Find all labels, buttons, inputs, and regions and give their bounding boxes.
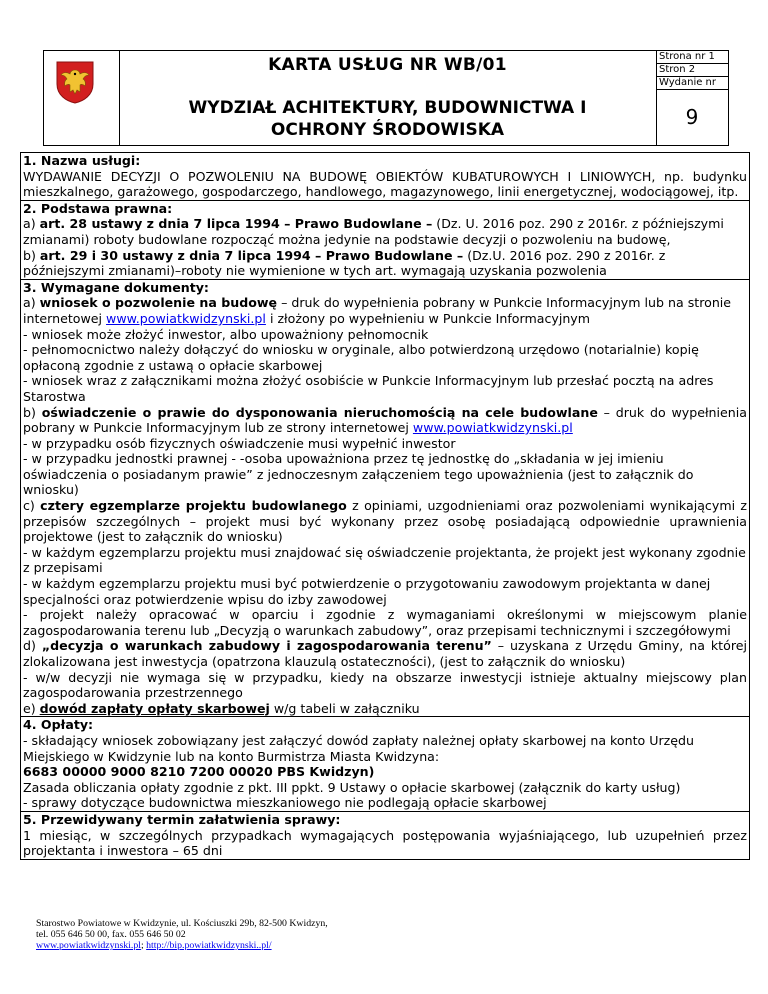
document-b: b) oświadczenie o prawie do dysponowania nieruchomością na cele budowlane – druk do wypełnienia pobrany w Punkcie Informacyjnym lub ze strony internetowej www.powiatkwidzynski.pl	[23, 404, 747, 436]
section-heading: 1. Nazwa usługi:	[23, 153, 141, 168]
footer-address: Starostwo Powiatowe w Kwidzynie, ul. Kościuszki 29b, 82-500 Kwidzyn,	[36, 918, 328, 929]
list-item: - w/w decyzji nie wymaga się w przypadku, kiedy na obszarze inwestycji istnieje aktualny miejscowy plan zagospodarowania przestrzennego	[23, 669, 747, 701]
section-legal-basis	[21, 201, 749, 280]
website-link[interactable]: www.powiatkwidzynski.pl	[36, 940, 141, 951]
list-item: - pełnomocnictwo należy dołączyć do wniosku w oryginale, albo potwierdzoną urzędowo (notarialnie) kopię opłaconą zgodnie z ustawą o opłacie skarbowej	[23, 342, 699, 373]
document-a: a) wniosek o pozwolenie na budowę – druk do wypełnienia pobrany w Punkcie Informacyjnym lub na stronie internetowej www.powiatkwidzynski.pl i złożony po wypełnieniu w Punkcie Informacyjnym	[23, 295, 732, 326]
bip-link[interactable]: http://bip.powiatkwidzynski..pl/	[146, 940, 272, 951]
fees-line: Zasada obliczania opłaty zgodnie z pkt. III ppkt. 9 Ustawy o opłacie skarbowej (załącznik do karty usług)	[23, 779, 681, 795]
bank-account: 6683 00000 9000 8210 7200 00020 PBS Kwidzyn)	[23, 764, 375, 780]
section-fees	[21, 717, 749, 812]
section-service-name	[21, 153, 749, 201]
header-title-cell	[119, 51, 657, 145]
legal-basis-a: a) art. 28 ustawy z dnia 7 lipca 1994 – Prawo Budowlane – (Dz. U. 2016 poz. 290 z 2016r. z późniejszymi zmianami) roboty budowlane rozpocząć można jedynie na podstawie decyzji o pozwoleniu na budowę,	[23, 216, 724, 247]
document-e: e) dowód zapłaty opłaty skarbowej w/g tabeli w załączniku	[23, 700, 420, 716]
fees-line: - sprawy dotyczące budownictwa mieszkaniowego nie podlegają opłacie skarbowej	[23, 795, 547, 811]
section-heading: 4. Opłaty:	[23, 717, 94, 733]
document-d: d) „decyzja o warunkach zabudowy i zagospodarowania terenu” – uzyskana z Urzędu Gminy, na której zlokalizowana jest inwestycja (opatrzona klauzulą ostateczności), (jest to załącznik do wniosku)	[23, 638, 747, 669]
list-item: - w każdym egzemplarzu projektu musi znajdować się oświadczenie projektanta, że projekt jest wykonany zgodnie z przepisami	[23, 544, 746, 576]
header-table	[43, 50, 729, 146]
section-deadline	[21, 812, 749, 859]
coat-of-arms-icon	[55, 60, 95, 104]
section-heading: 2. Podstawa prawna:	[23, 200, 173, 216]
service-name-text: WYDAWANIE DECYZJI O POZWOLENIU NA BUDOWĘ OBIEKTÓW KUBATUROWYCH I LINIOWYCH, np. budynku mieszkalnego, garażowego, gospodarczego, handlowego, magazynowego, linii energetycznej, wodociągowej, itp.	[23, 168, 747, 200]
list-item: - wniosek może złożyć inwestor, albo upoważniony pełnomocnik	[23, 326, 429, 342]
section-heading: 3. Wymagane dokumenty:	[23, 279, 209, 295]
list-item: - wniosek wraz z załącznikami można złożyć osobiście w Punkcie Informacyjnym lub przesłać pocztą na adres Starostwa	[23, 373, 714, 404]
legal-basis-b: b) art. 29 i 30 ustawy z dnia 7 lipca 1994 – Prawo Budowlane – (Dz.U. 2016 poz. 290 z 2016r. z późniejszymi zmianami)–roboty nie wymienione w tych art. wymagają uzyskania pozwolenia	[23, 247, 666, 279]
card-title: KARTA USŁUG NR WB/01	[268, 55, 507, 75]
service-card-content	[20, 152, 750, 860]
header-meta-cell	[656, 51, 728, 145]
footer-phone: tel. 055 646 50 00, fax. 055 646 50 02	[36, 929, 186, 940]
edition-number: 9	[656, 89, 728, 145]
fees-line: - składający wniosek zobowiązany jest załączyć dowód zapłaty należnej opłaty skarbowej na konto Urzędu Miejskiego w Kwidzynie lub na konto Burmistrza Miasta Kwidzyna:	[23, 732, 694, 764]
website-link[interactable]: www.powiatkwidzynski.pl	[412, 420, 573, 436]
department-title: WYDZIAŁ ACHITEKTURY, BUDOWNICTWA I OCHRONY ŚRODOWISKA	[188, 98, 587, 140]
document-c: c) cztery egzemplarze projektu budowlanego z opiniami, uzgodnieniami oraz pozwoleniami wynikającymi z przepisów szczególnych – projekt musi być wykonany przez osobę posiadającą odpowiednie uprawnienia projektowe (jest to załącznik do wniosku)	[23, 498, 748, 545]
list-item: - projekt należy opracować w oparciu i zgodnie z wymaganiami określonymi w miejscowym planie zagospodarowania terenu lub „Decyzją o warunkach zabudowy”, oraz przepisami technicznymi i szczegółowymi	[23, 607, 747, 638]
section-heading: 5. Przewidywany termin załatwienia sprawy:	[23, 811, 341, 827]
footer	[36, 918, 328, 951]
website-link[interactable]: www.powiatkwidzynski.pl	[106, 310, 266, 326]
page-number: Strona nr 1	[656, 51, 728, 64]
footer-links: www.powiatkwidzynski.pl; http://bip.powiatkwidzynski..pl/	[36, 940, 272, 951]
logo-cell	[44, 51, 120, 145]
deadline-text: 1 miesiąc, w szczególnych przypadkach wymagających postępowania wyjaśniającego, lub uzupełnień przez projektanta i inwestora – 65 dni	[23, 827, 747, 859]
list-item: - w przypadku osób fizycznych oświadczenie musi wypełnić inwestor	[23, 435, 456, 451]
section-required-documents	[21, 280, 749, 718]
list-item: - w przypadku jednostki prawnej - -osoba upoważniona przez tę jednostkę do „składania w jej imieniu oświadczenia o posiadanym prawie” z jednoczesnym załączeniem tego upoważnienia (jest to załącznik do wniosku)	[23, 451, 694, 498]
edition-label: Wydanie nr	[659, 77, 717, 88]
list-item: - w każdym egzemplarzu projektu musi być potwierdzenie o przygotowaniu zawodowym projektanta w danej specjalności oraz potwierdzenie wpisu do izby zawodowej	[23, 576, 711, 607]
page-count: Stron 2	[656, 64, 728, 77]
